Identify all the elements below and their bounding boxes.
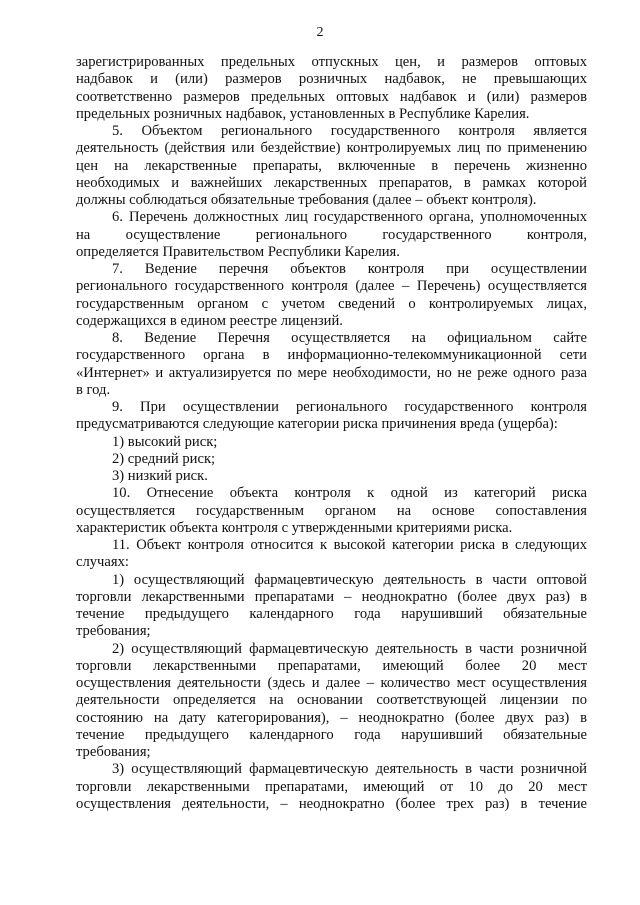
text-line: торговли лекарственными препаратами, имеющий более 20 мест <box>76 657 587 674</box>
text-line: торговли лекарственными препаратами – неоднократно (более двух раз) в <box>76 588 587 605</box>
text-line: деятельности определяется на основании соответствующей лицензии по <box>76 692 587 709</box>
text-line: определяется Правительством Республики Карелия. <box>76 243 400 260</box>
text-line: на осуществление регионального государственного контроля, <box>76 226 587 243</box>
text-line: 9. При осуществлении регионального государственного контроля <box>112 399 587 415</box>
page-number: 2 <box>316 25 324 40</box>
text-line: 7. Ведение перечня объектов контроля при осуществлении <box>112 261 587 277</box>
text-line: 2) осуществляющий фармацевтическую деятельность в части розничной <box>112 640 587 657</box>
text-line: случаях: <box>76 554 129 571</box>
text-line: осуществления деятельности (здесь и далее – количество мест осуществления <box>76 675 587 691</box>
text-line: характеристик объекта контроля с утвержденными критериями риска. <box>76 519 513 536</box>
text-line: требования; <box>76 744 151 760</box>
text-line: государственного органа в информационно-телекоммуникационной сети <box>76 347 587 364</box>
text-line: состоянию на дату категорирования), – неоднократно (более двух раз) в <box>76 709 587 726</box>
text-line: содержащихся в едином реестре лицензий. <box>76 312 343 329</box>
text-line: «Интернет» и актуализируется по мере необходимости, но не реже одного раза <box>76 364 587 381</box>
text-line: в год. <box>76 381 111 398</box>
paragraph-p11 <box>76 537 587 572</box>
paragraph-p9-3 <box>76 468 587 485</box>
text-line: регионального государственного контроля (далее – Перечень) осуществляется <box>76 278 587 295</box>
text-line: торговли лекарственными препаратами, имеющий от 10 до 20 мест <box>76 778 587 795</box>
paragraph-p11-3 <box>76 761 587 813</box>
paragraph-p5 <box>76 123 587 209</box>
text-line: деятельность (действия или бездействие) контролируемых лиц по применению <box>76 140 587 157</box>
text-line: зарегистрированных предельных отпускных цен, и размеров оптовых <box>76 54 587 70</box>
text-line: требования; <box>76 623 151 640</box>
text-line: предусматриваются следующие категории риска причинения вреда (ущерба): <box>76 416 558 433</box>
text-line: предельных розничных надбавок, установленных в Республике Карелия. <box>76 105 530 122</box>
text-line: 2) средний риск; <box>112 450 216 467</box>
paragraph-p11-2 <box>76 641 587 762</box>
text-line: 10. Отнесение объекта контроля к одной из категорий риска <box>112 485 587 502</box>
text-line: осуществления деятельности, – неоднократно (более трех раз) в течение <box>76 795 587 812</box>
text-line: 5. Объектом регионального государственного контроля является <box>112 123 587 139</box>
paragraph-p6 <box>76 209 587 261</box>
paragraph-p9 <box>76 399 587 434</box>
paragraph-p11-1 <box>76 572 587 641</box>
paragraph-p10 <box>76 485 587 537</box>
document-body <box>76 54 587 813</box>
text-line: должны соблюдаться обязательные требования (далее – объект контроля). <box>76 192 537 208</box>
paragraph-p9-1 <box>76 434 587 451</box>
text-line: надбавок и (или) размеров розничных надбавок, не превышающих <box>76 71 587 88</box>
text-line: 3) низкий риск. <box>112 468 208 484</box>
text-line: 1) осуществляющий фармацевтическую деятельность в части оптовой <box>112 571 587 588</box>
paragraph-p0 <box>76 54 587 123</box>
text-line: соответственно размеров предельных оптовых надбавок и (или) размеров <box>76 88 587 105</box>
paragraph-p7 <box>76 261 587 330</box>
text-line: 1) высокий риск; <box>112 433 218 450</box>
text-line: 8. Ведение Перечня осуществляется на официальном сайте <box>112 330 587 346</box>
text-line: цен на лекарственные препараты, включенные в перечень жизненно <box>76 157 587 174</box>
text-line: течение предыдущего календарного года нарушивший обязательные <box>76 606 587 622</box>
text-line: течение предыдущего календарного года нарушивший обязательные <box>76 726 587 743</box>
text-line: 11. Объект контроля относится к высокой категории риска в следующих <box>112 537 587 553</box>
text-line: 6. Перечень должностных лиц государственного органа, уполномоченных <box>112 209 587 226</box>
text-line: осуществляется государственным органом на основе сопоставления <box>76 502 587 519</box>
text-line: 3) осуществляющий фармацевтическую деятельность в части розничной <box>112 761 587 778</box>
text-line: государственным органом с учетом сведений о контролируемых лицах, <box>76 295 587 312</box>
text-line: необходимых и важнейших лекарственных препаратов, в рамках которой <box>76 174 587 191</box>
paragraph-p8 <box>76 330 587 399</box>
paragraph-p9-2 <box>76 451 587 468</box>
